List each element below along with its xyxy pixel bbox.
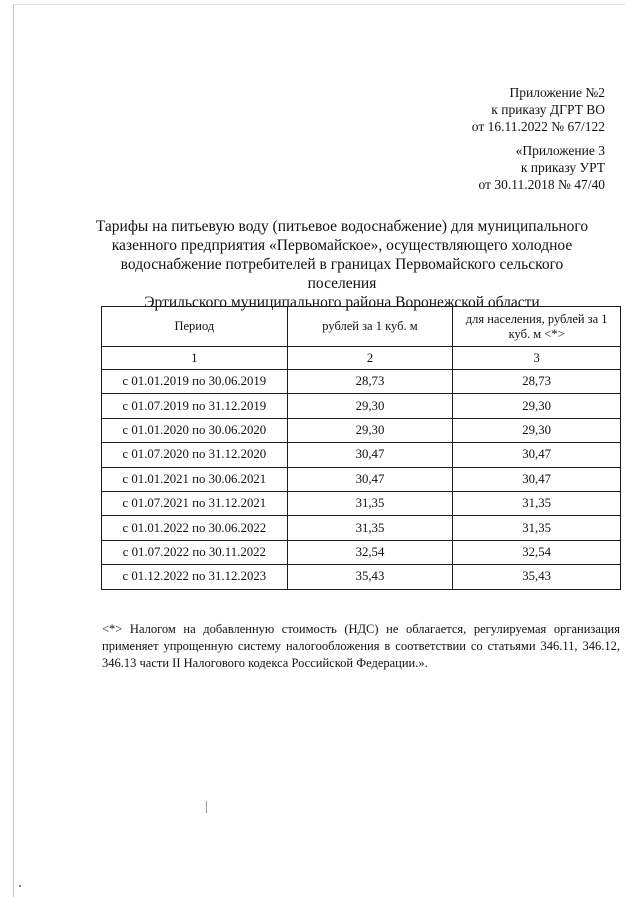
column-number-row <box>102 347 621 370</box>
cell-rate: 28,73 <box>287 370 453 394</box>
title-line: Тарифы на питьевую воду (питьевое водоснабжение) для муниципального <box>95 218 589 235</box>
cell-period: с 01.01.2019 по 30.06.2019 <box>102 370 288 394</box>
header-period: Период <box>102 307 288 347</box>
cell-period: с 01.07.2020 по 31.12.2020 <box>102 443 288 467</box>
table-row <box>102 491 621 515</box>
cell-rate: 29,30 <box>287 418 453 442</box>
table-row <box>102 565 621 589</box>
table-header-row <box>102 307 621 347</box>
column-number: 2 <box>287 347 453 370</box>
cell-rate: 35,43 <box>287 565 453 589</box>
table-row <box>102 540 621 564</box>
cell-rate: 30,47 <box>287 467 453 491</box>
table-row <box>102 516 621 540</box>
table-row <box>102 418 621 442</box>
cell-period: с 01.01.2020 по 30.06.2020 <box>102 418 288 442</box>
cell-period: с 01.01.2021 по 30.06.2021 <box>102 467 288 491</box>
table-row <box>102 467 621 491</box>
cell-population-rate: 29,30 <box>453 418 621 442</box>
cell-population-rate: 35,43 <box>453 565 621 589</box>
scan-mark <box>206 801 207 813</box>
cell-population-rate: 31,35 <box>453 491 621 515</box>
annex-primary-line: к приказу ДГРТ ВО <box>491 102 605 117</box>
cell-rate: 30,47 <box>287 443 453 467</box>
document-title <box>92 217 592 312</box>
tariffs-table <box>101 306 621 590</box>
cell-population-rate: 32,54 <box>453 540 621 564</box>
cell-population-rate: 28,73 <box>453 370 621 394</box>
table-row <box>102 443 621 467</box>
cell-period: с 01.07.2021 по 31.12.2021 <box>102 491 288 515</box>
annex-secondary-line: к приказу УРТ <box>520 160 605 175</box>
annex-primary <box>472 84 605 135</box>
cell-period: с 01.07.2022 по 30.11.2022 <box>102 540 288 564</box>
annex-secondary-line: от 30.11.2018 № 47/40 <box>478 177 605 192</box>
scan-dot <box>19 885 21 887</box>
header-population-rate: для населения, рублей за 1 куб. м <*> <box>453 307 621 347</box>
header-rate: рублей за 1 куб. м <box>287 307 453 347</box>
cell-population-rate: 30,47 <box>453 443 621 467</box>
annex-primary-line: от 16.11.2022 № 67/122 <box>471 119 605 134</box>
table-row <box>102 370 621 394</box>
annex-secondary <box>479 142 605 193</box>
footnote: <*> Налогом на добавленную стоимость (НДС) не облагается, регулируемая организация применяет упрощенную систему налогообложения в соответствии со статьями 346.11, 346.12, 346.13 части II Налогового кодекса Российской Федерации.». <box>102 622 620 670</box>
table-row <box>102 394 621 418</box>
cell-rate: 31,35 <box>287 516 453 540</box>
cell-period: с 01.01.2022 по 30.06.2022 <box>102 516 288 540</box>
cell-rate: 32,54 <box>287 540 453 564</box>
cell-period: с 01.07.2019 по 31.12.2019 <box>102 394 288 418</box>
cell-rate: 29,30 <box>287 394 453 418</box>
cell-period: с 01.12.2022 по 31.12.2023 <box>102 565 288 589</box>
column-number: 1 <box>102 347 288 370</box>
cell-population-rate: 29,30 <box>453 394 621 418</box>
title-line: Эртильского муниципального района Воронежской области <box>144 294 540 311</box>
annex-primary-line: Приложение №2 <box>509 85 605 100</box>
cell-population-rate: 31,35 <box>453 516 621 540</box>
cell-population-rate: 30,47 <box>453 467 621 491</box>
title-line: казенного предприятия «Первомайское», осуществляющего холодное <box>111 237 573 254</box>
title-line: водоснабжение потребителей в границах Первомайского сельского поселения <box>120 256 564 292</box>
annex-secondary-line: «Приложение 3 <box>515 143 605 158</box>
column-number: 3 <box>453 347 621 370</box>
cell-rate: 31,35 <box>287 491 453 515</box>
